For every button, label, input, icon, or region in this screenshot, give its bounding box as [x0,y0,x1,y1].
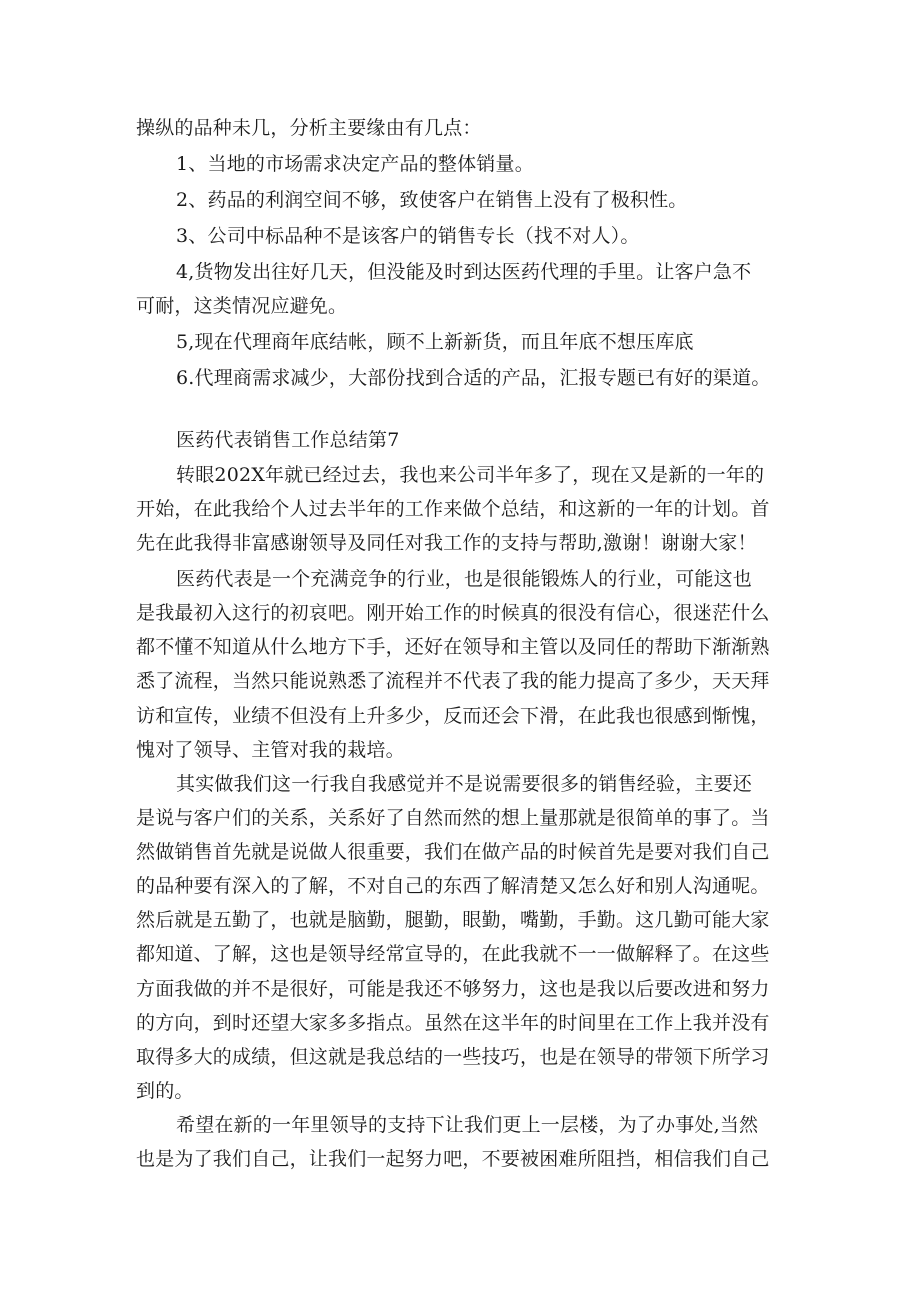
paragraph-line: 希望在新的一年里领导的支持下让我们更上一层楼，为了办事处,当然 [176,1114,759,1136]
paragraph-line: 转眼202X年就已经过去，我也来公司半年多了，现在又是新的一年的 [176,464,765,486]
paragraph-line: 的品种要有深入的了解，不对自己的东西了解清楚又怎么好和别人沟通呢。 [136,875,770,897]
list-item: 3、公司中标品种不是该客户的销售专长（找不对人）。 [176,225,640,247]
paragraph-line: 愧对了领导、主管对我的栽培。 [136,739,405,761]
paragraph-line: 是说与客户们的关系，关系好了自然而然的想上量那就是很简单的事了。当 [136,807,770,829]
text-line: 操纵的品种未几，分析主要缘由有几点： [136,117,482,139]
paragraph-line: 先在此我得非富感谢领导及同任对我工作的支持与帮助,激谢！谢谢大家！ [136,532,757,554]
section-heading: 医药代表销售工作总结第7 [176,429,400,451]
paragraph-line: 开始，在此我给个人过去半年的工作来做个总结，和这新的一年的计划。首 [136,498,770,520]
paragraph-line: 取得多大的成绩，但这就是我总结的一些技巧，也是在领导的带领下所学习 [136,1046,770,1068]
paragraph-line: 悉了流程，当然只能说熟悉了流程并不代表了我的能力提高了多少，天天拜 [136,670,770,692]
paragraph-line: 都不懂不知道从什么地方下手，还好在领导和主管以及同任的帮助下渐渐熟 [136,636,770,658]
paragraph-line: 方面我做的并不是很好，可能是我还不够努力，这也是我以后要改进和努力 [136,978,770,1000]
paragraph-line: 然做销售首先就是说做人很重要，我们在做产品的时候首先是要对我们自己 [136,841,770,863]
paragraph-line: 都知道、了解，这也是领导经常宣导的，在此我就不一一做解释了。在这些 [136,943,770,965]
paragraph-line: 然后就是五勤了，也就是脑勤，腿勤，眼勤，嘴勤，手勤。这几勤可能大家 [136,909,770,931]
paragraph-line: 其实做我们这一行我自我感觉并不是说需要很多的销售经验，主要还 [176,773,753,795]
text-line: 可耐，这类情况应避免。 [136,295,348,317]
paragraph-line: 的方向，到时还望大家多多指点。虽然在这半年的时间里在工作上我并没有 [136,1012,770,1034]
paragraph-line: 医药代表是一个充满竞争的行业，也是很能锻炼人的行业，可能这也 [176,568,753,590]
list-item: 6.代理商需求减少，大部份找到合适的产品，汇报专题已有好的渠道。 [176,367,771,389]
paragraph-line: 也是为了我们自己，让我们一起努力吧，不要被困难所阻挡，相信我们自己 [136,1148,770,1170]
list-item: 4,货物发出往好几天，但没能及时到达医药代理的手里。让客户急不 [176,261,752,283]
list-item: 1、当地的市场需求决定产品的整体销量。 [176,153,534,175]
list-item: 5,现在代理商年底结帐，顾不上新新货，而且年底不想压库底 [176,331,694,353]
paragraph-line: 访和宣传，业绩不但没有上升多少，反而还会下滑，在此我也很感到惭愧， [136,705,770,727]
list-item: 2、药品的利润空间不够，致使客户在销售上没有了极积性。 [176,189,688,211]
paragraph-line: 到的。 [136,1080,194,1102]
paragraph-line: 是我最初入这行的初哀吧。刚开始工作的时候真的很没有信心，很迷茫什么 [136,602,770,624]
